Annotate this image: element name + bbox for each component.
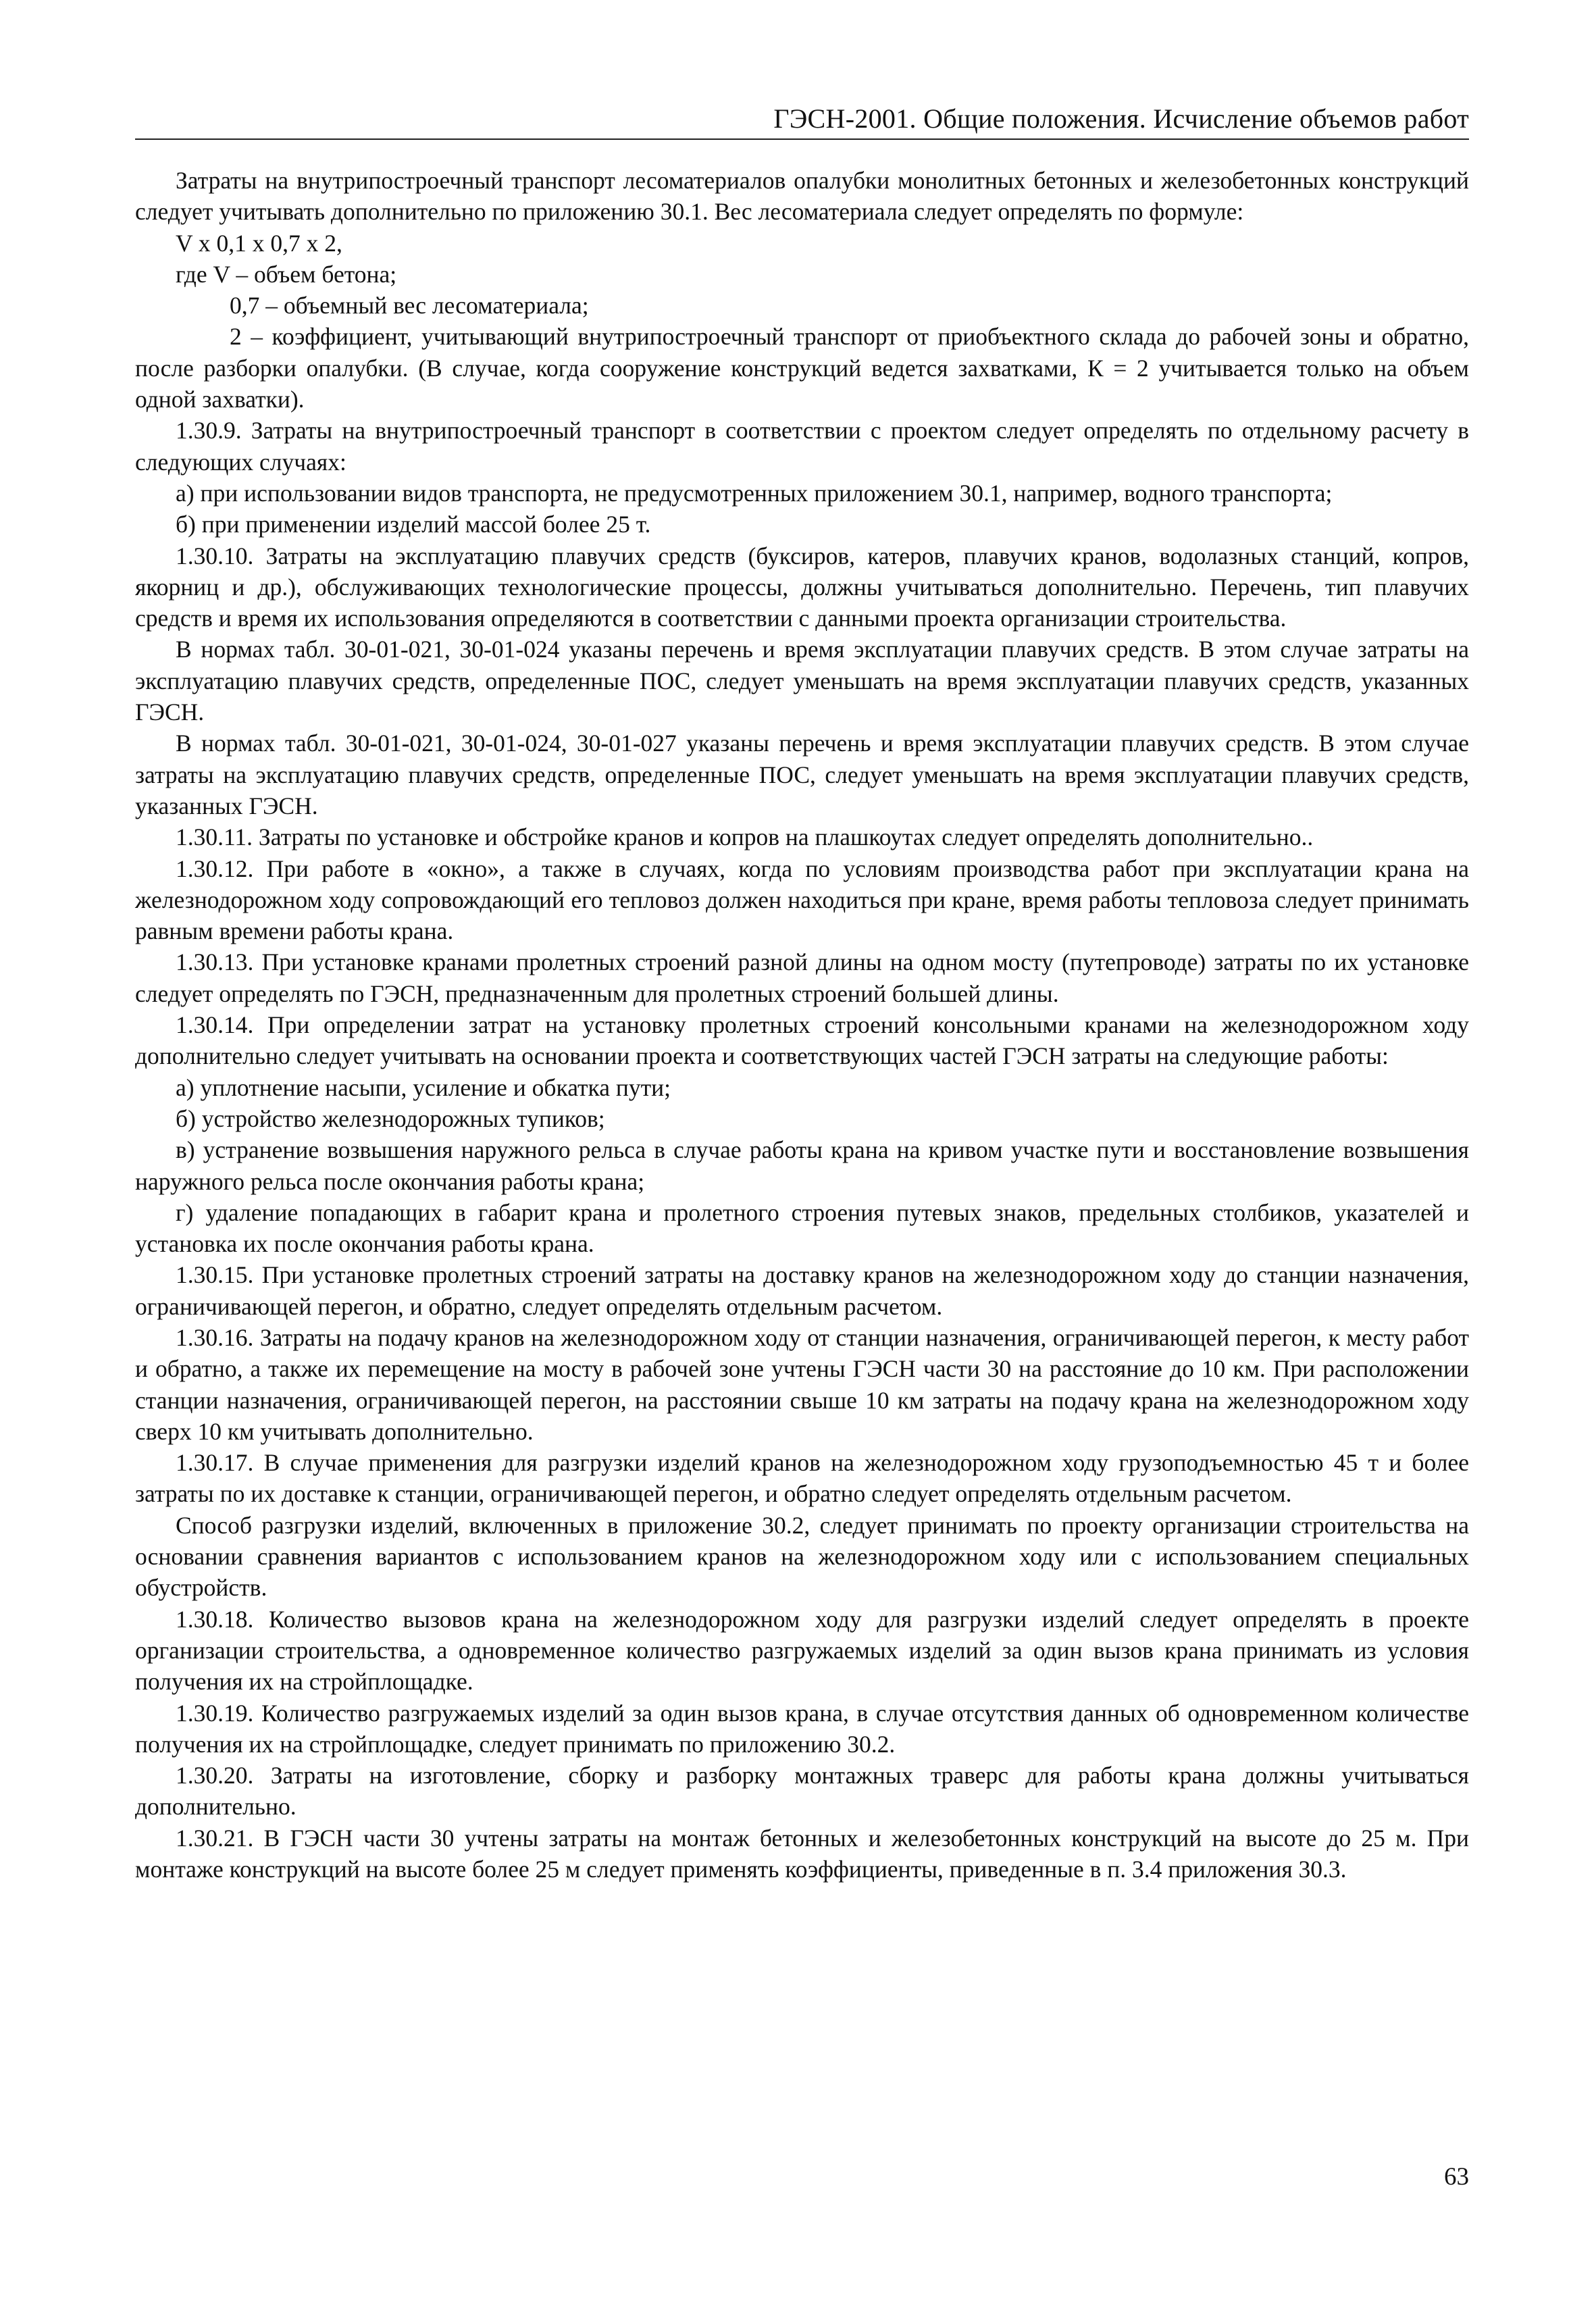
clause-1-30-9: 1.30.9. Затраты на внутрипостроечный транспорт в соответствии с проектом следует определять по отдельному расчету в следующих случаях: <box>135 417 1469 476</box>
formula-legend-coefficient: 2 – коэффициент, учитывающий внутрипостроечный транспорт от приобъектного склада до рабочей зоны и обратно, после разборки опалубки. (В случае, когда сооружение конструкций ведется захватками, К = 2 учитывается только на объем одной захватки). <box>135 323 1469 413</box>
list-item: б) устройство железнодорожных тупиков; <box>176 1104 605 1132</box>
clause-1-30-12: 1.30.12. При работе в «окно», а также в случаях, когда по условиям производства работ при эксплуатации крана на железнодорожном ходу сопровождающий его тепловоз должен находиться при кране, время работы тепловоза следует принимать равным времени работы крана. <box>135 855 1469 945</box>
clause-1-30-13: 1.30.13. При установке кранами пролетных строений разной длины на одном мосту (путепроводе) затраты по их установке следует определять по ГЭСН, предназначенным для пролетных строений большей длины. <box>135 948 1469 1007</box>
clause-1-30-17: 1.30.17. В случае применения для разгрузки изделий кранов на железнодорожном ходу грузоподъемностью 45 т и более затраты по их доставке к станции, ограничивающей перегон, и обратно следует определять отдельным расчетом. <box>135 1449 1469 1508</box>
clause-1-30-10: 1.30.10. Затраты на эксплуатацию плавучих средств (буксиров, катеров, плавучих кранов, водолазных станций, копров, якорниц и др.), обслуживающих технологические процессы, должны учитываться дополнительно. Перечень, тип плавучих средств и время их использования определяются в соответствии с данными проекта организации строительства. <box>135 542 1469 632</box>
header-divider <box>135 138 1469 140</box>
list-item: а) при использовании видов транспорта, не предусмотренных приложением 30.1, например, водного транспорта; <box>176 479 1333 507</box>
clause-1-30-14: 1.30.14. При определении затрат на установку пролетных строений консольными кранами на железнодорожном ходу дополнительно следует учитывать на основании проекта и соответствующих частей ГЭСН затраты на следующие работы: <box>135 1011 1469 1070</box>
clause-1-30-15: 1.30.15. При установке пролетных строений затраты на доставку кранов на железнодорожном ходу до станции назначения, ограничивающей перегон, и обратно, следует определять отдельным расчетом. <box>135 1261 1469 1320</box>
list-item: г) удаление попадающих в габарит крана и пролетного строения путевых знаков, предельных столбиков, указателей и установка их после окончания работы крана. <box>135 1198 1469 1258</box>
clause-1-30-20: 1.30.20. Затраты на изготовление, сборку и разборку монтажных траверс для работы крана должны учитываться дополнительно. <box>135 1762 1469 1821</box>
running-header: ГЭСН-2001. Общие положения. Исчисление объемов работ <box>773 103 1469 134</box>
clause-1-30-16: 1.30.16. Затраты на подачу кранов на железнодорожном ходу от станции назначения, ограничивающей перегон, к месту работ и обратно, а также их перемещение на мосту в рабочей зоне учтены ГЭСН части 30 на расстояние до 10 км. При расположении станции назначения, ограничивающей перегон, на расстоянии свыше 10 км затраты на подачу крана на железнодорожном ходу сверх 10 км учитывать дополнительно. <box>135 1323 1469 1445</box>
formula-legend-density: 0,7 – объемный вес лесоматериала; <box>230 292 589 320</box>
paragraph: В нормах табл. 30-01-021, 30-01-024 указаны перечень и время эксплуатации плавучих средств. В этом случае затраты на эксплуатацию плавучих средств, определенные ПОС, следует уменьшать на время эксплуатации плавучих средств, указанных ГЭСН. <box>135 636 1469 726</box>
paragraph: В нормах табл. 30-01-021, 30-01-024, 30-01-027 указаны перечень и время эксплуатации плавучих средств. В этом случае затраты на эксплуатацию плавучих средств, определенные ПОС, следует уменьшать на время эксплуатации плавучих средств, указанных ГЭСН. <box>135 730 1469 819</box>
clause-1-30-18: 1.30.18. Количество вызовов крана на железнодорожном ходу для разгрузки изделий следует определять в проекте организации строительства, а одновременное количество разгружаемых изделий за один вызов крана принимать из условия получения их на стройплощадке. <box>135 1605 1469 1696</box>
page-number: 63 <box>1444 2163 1469 2191</box>
paragraph: Затраты на внутрипостроечный транспорт лесоматериалов опалубки монолитных бетонных и железобетонных конструкций следует учитывать дополнительно по приложению 30.1. Вес лесоматериала следует определять по формуле: <box>135 167 1469 226</box>
clause-1-30-21: 1.30.21. В ГЭСН части 30 учтены затраты на монтаж бетонных и железобетонных конструкций на высоте до 25 м. При монтаже конструкций на высоте более 25 м следует применять коэффициенты, приведенные в п. 3.4 приложения 30.3. <box>135 1824 1469 1883</box>
clause-1-30-11: 1.30.11. Затраты по установке и обстройке кранов и копров на плашкоутах следует определять дополнительно.. <box>176 823 1314 851</box>
paragraph: Способ разгрузки изделий, включенных в приложение 30.2, следует принимать по проекту организации строительства на основании сравнения вариантов с использованием кранов на железнодорожном ходу или с использованием специальных обустройств. <box>135 1511 1469 1602</box>
clause-1-30-19: 1.30.19. Количество разгружаемых изделий за один вызов крана, в случае отсутствия данных об одновременном количестве получения их на стройплощадке, следует принимать по приложению 30.2. <box>135 1699 1469 1758</box>
list-item: в) устранение возвышения наружного рельса в случае работы крана на кривом участке пути и восстановление возвышения наружного рельса после окончания работы крана; <box>135 1136 1469 1195</box>
formula-legend-v: где V – объем бетона; <box>176 260 397 288</box>
list-item: а) уплотнение насыпи, усиление и обкатка пути; <box>176 1073 671 1101</box>
list-item: б) при применении изделий массой более 25 т. <box>176 511 651 538</box>
body-text <box>135 165 1469 1885</box>
formula: V x 0,1 x 0,7 x 2, <box>176 229 342 257</box>
